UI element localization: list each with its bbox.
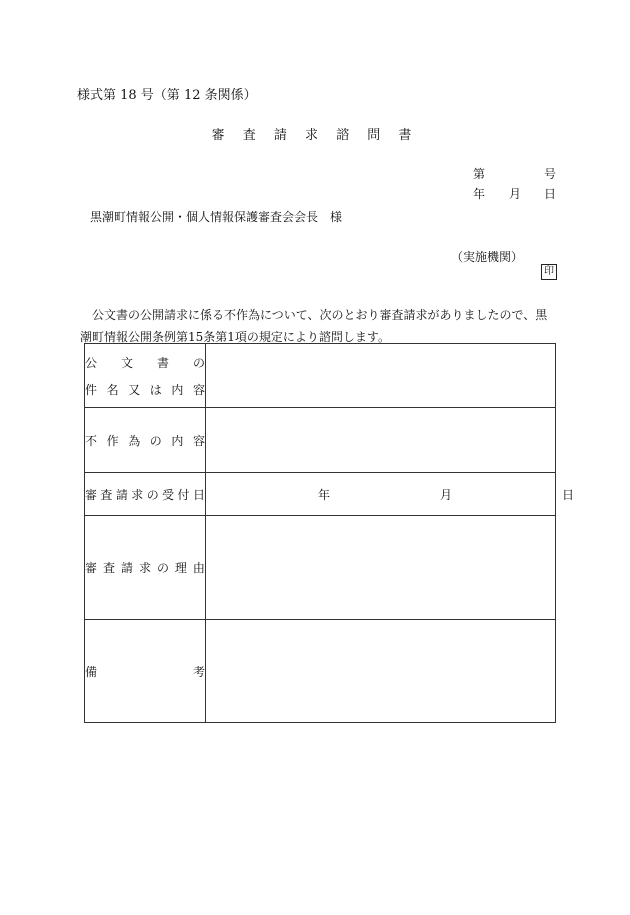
number-suffix: 号 <box>544 167 557 181</box>
label-char: 日 <box>192 487 205 502</box>
document-name-field[interactable] <box>206 344 556 408</box>
date-day: 日 <box>544 187 557 201</box>
label-char: の <box>146 487 159 502</box>
seal-mark: 印 <box>541 264 557 280</box>
label-char: 審 <box>85 561 98 575</box>
label-line <box>85 559 205 576</box>
remarks-label <box>85 620 206 723</box>
label-char: 求 <box>131 487 144 502</box>
remarks-field[interactable] <box>206 620 556 723</box>
receipt-day-label: 日 <box>562 487 575 502</box>
label-char: の <box>192 355 205 370</box>
label-char: 内 <box>171 433 184 448</box>
label-char: 求 <box>138 561 151 575</box>
label-char: 名 <box>106 382 119 397</box>
implementing-agency-label: （実施機関） <box>451 250 524 264</box>
table-row <box>85 408 556 473</box>
label-char: 査 <box>100 487 113 502</box>
table-row <box>85 473 556 516</box>
body-paragraph: 公文書の公開請求に係る不作為について、次のとおり審査請求がありましたので、黒潮町情報公開条例第15条第1項の規定により諮問します。 <box>80 308 548 344</box>
label-char: 又 <box>128 382 141 397</box>
label-char: 作 <box>106 433 119 448</box>
label-line <box>85 381 205 398</box>
label-line <box>85 354 205 371</box>
label-char: 審 <box>85 487 98 502</box>
label-char: 請 <box>115 487 128 502</box>
request-reason-label <box>85 516 206 620</box>
label-char: 公 <box>85 355 98 370</box>
label-char: 書 <box>156 355 169 370</box>
label-line <box>85 486 205 503</box>
label-char: 不 <box>85 433 98 448</box>
label-char: 容 <box>192 382 205 397</box>
receipt-year-label: 年 <box>318 487 331 502</box>
label-char: 受 <box>162 487 175 502</box>
label-char: 理 <box>174 561 187 575</box>
label-char: 付 <box>177 487 190 502</box>
request-reason-field[interactable] <box>206 516 556 620</box>
document-name-label <box>85 344 206 408</box>
consultation-form-table <box>84 343 575 723</box>
label-char: 請 <box>120 561 133 575</box>
label-char: は <box>149 382 162 397</box>
omission-content-field[interactable] <box>206 408 556 473</box>
receipt-date-field[interactable] <box>206 473 575 516</box>
label-char: の <box>149 433 162 448</box>
label-char: 考 <box>192 664 205 679</box>
label-char: 内 <box>171 382 184 397</box>
table-row <box>85 516 556 620</box>
date-month: 月 <box>509 187 522 201</box>
label-char: 備 <box>85 664 98 679</box>
label-line <box>85 432 205 449</box>
table-row <box>85 344 556 408</box>
number-prefix: 第 <box>473 167 486 181</box>
label-char: 文 <box>120 355 133 370</box>
label-char: 容 <box>192 433 205 448</box>
label-char: の <box>156 561 169 575</box>
label-line <box>85 663 205 680</box>
omission-content-label <box>85 408 206 473</box>
label-char: 為 <box>128 433 141 448</box>
date-year: 年 <box>473 187 486 201</box>
receipt-month-label: 月 <box>440 487 453 502</box>
form-number: 様式第 18 号（第 12 条関係） <box>77 88 257 103</box>
receipt-date-label <box>85 473 206 516</box>
addressee: 黒潮町情報公開・個人情報保護審査会会長 様 <box>90 210 343 224</box>
label-char: 由 <box>192 561 205 575</box>
label-char: 件 <box>85 382 98 397</box>
document-title: 審 査 請 求 諮 問 書 <box>211 128 419 143</box>
table-row <box>85 620 556 723</box>
receipt-date <box>206 486 575 503</box>
label-char: 査 <box>102 561 115 575</box>
